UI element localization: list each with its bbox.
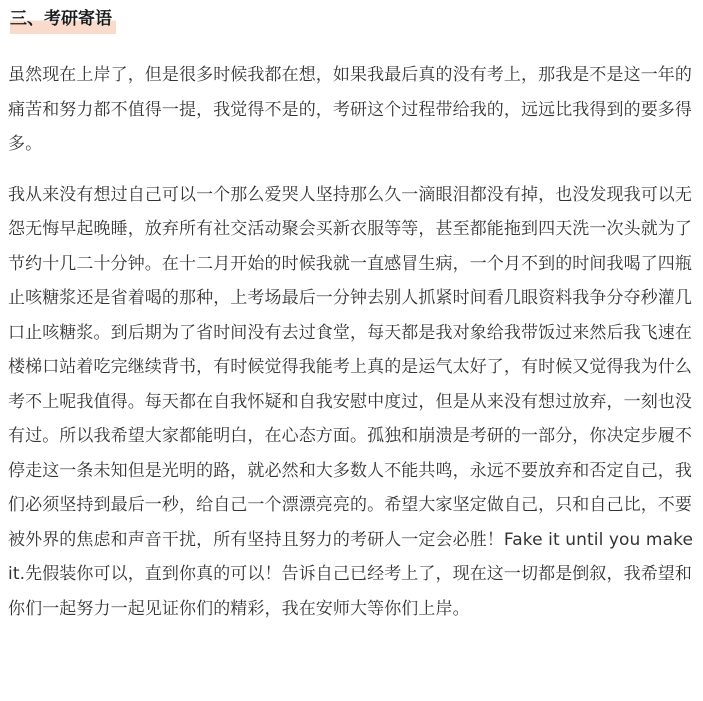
article-body [8, 58, 698, 626]
paragraph-story: 我从来没有想过自己可以一个那么爱哭人坚持那么久一滴眼泪都没有掉，也没发现我可以无怨无悔早起晚睡，放弃所有社交活动聚会买新衣服等等，甚至都能拖到四天洗一次头就为了节约十几二十分钟。在十二月开始的时候我就一直感冒生病，一个月不到的时间我喝了四瓶止咳糖浆还是省着喝的那种，上考场最后一分钟去别人抓紧时间看几眼资料我争分夺秒灌几口止咳糖浆。到后期为了省时间没有去过食堂，每天都是我对象给我带饭过来然后我飞速在楼梯口站着吃完继续背书，有时候觉得我能考上真的是运气太好了，有时候又觉得我为什么考不上呢我值得。每天都在自我怀疑和自我安慰中度过，但是从来没有想过放弃，一刻也没有过。所以我希望大家都能明白，在心态方面。孤独和崩溃是考研的一部分，你决定步履不停走这一条未知但是光明的路，就必然和大多数人不能共鸣，永远不要放弃和否定自己，我们必须坚持到最后一秒，给自己一个漂漂亮亮的。希望大家坚定做自己，只和自己比，不要被外界的焦虑和声音干扰，所有坚持且努力的考研人一定会必胜！Fake it until you make it.先假装你可以，直到你真的可以！告诉自己已经考上了，现在这一切都是倒叙，我希望和你们一起努力一起见证你们的精彩，我在安师大等你们上岸。 [8, 184, 694, 619]
section-heading: 三、考研寄语 [10, 4, 116, 34]
paragraph-intro: 虽然现在上岸了，但是很多时候我都在想，如果我最后真的没有考上，那我是不是这一年的痛苦和努力都不值得一提，我觉得不是的，考研这个过程带给我的，远远比我得到的要多得多。 [8, 65, 692, 154]
